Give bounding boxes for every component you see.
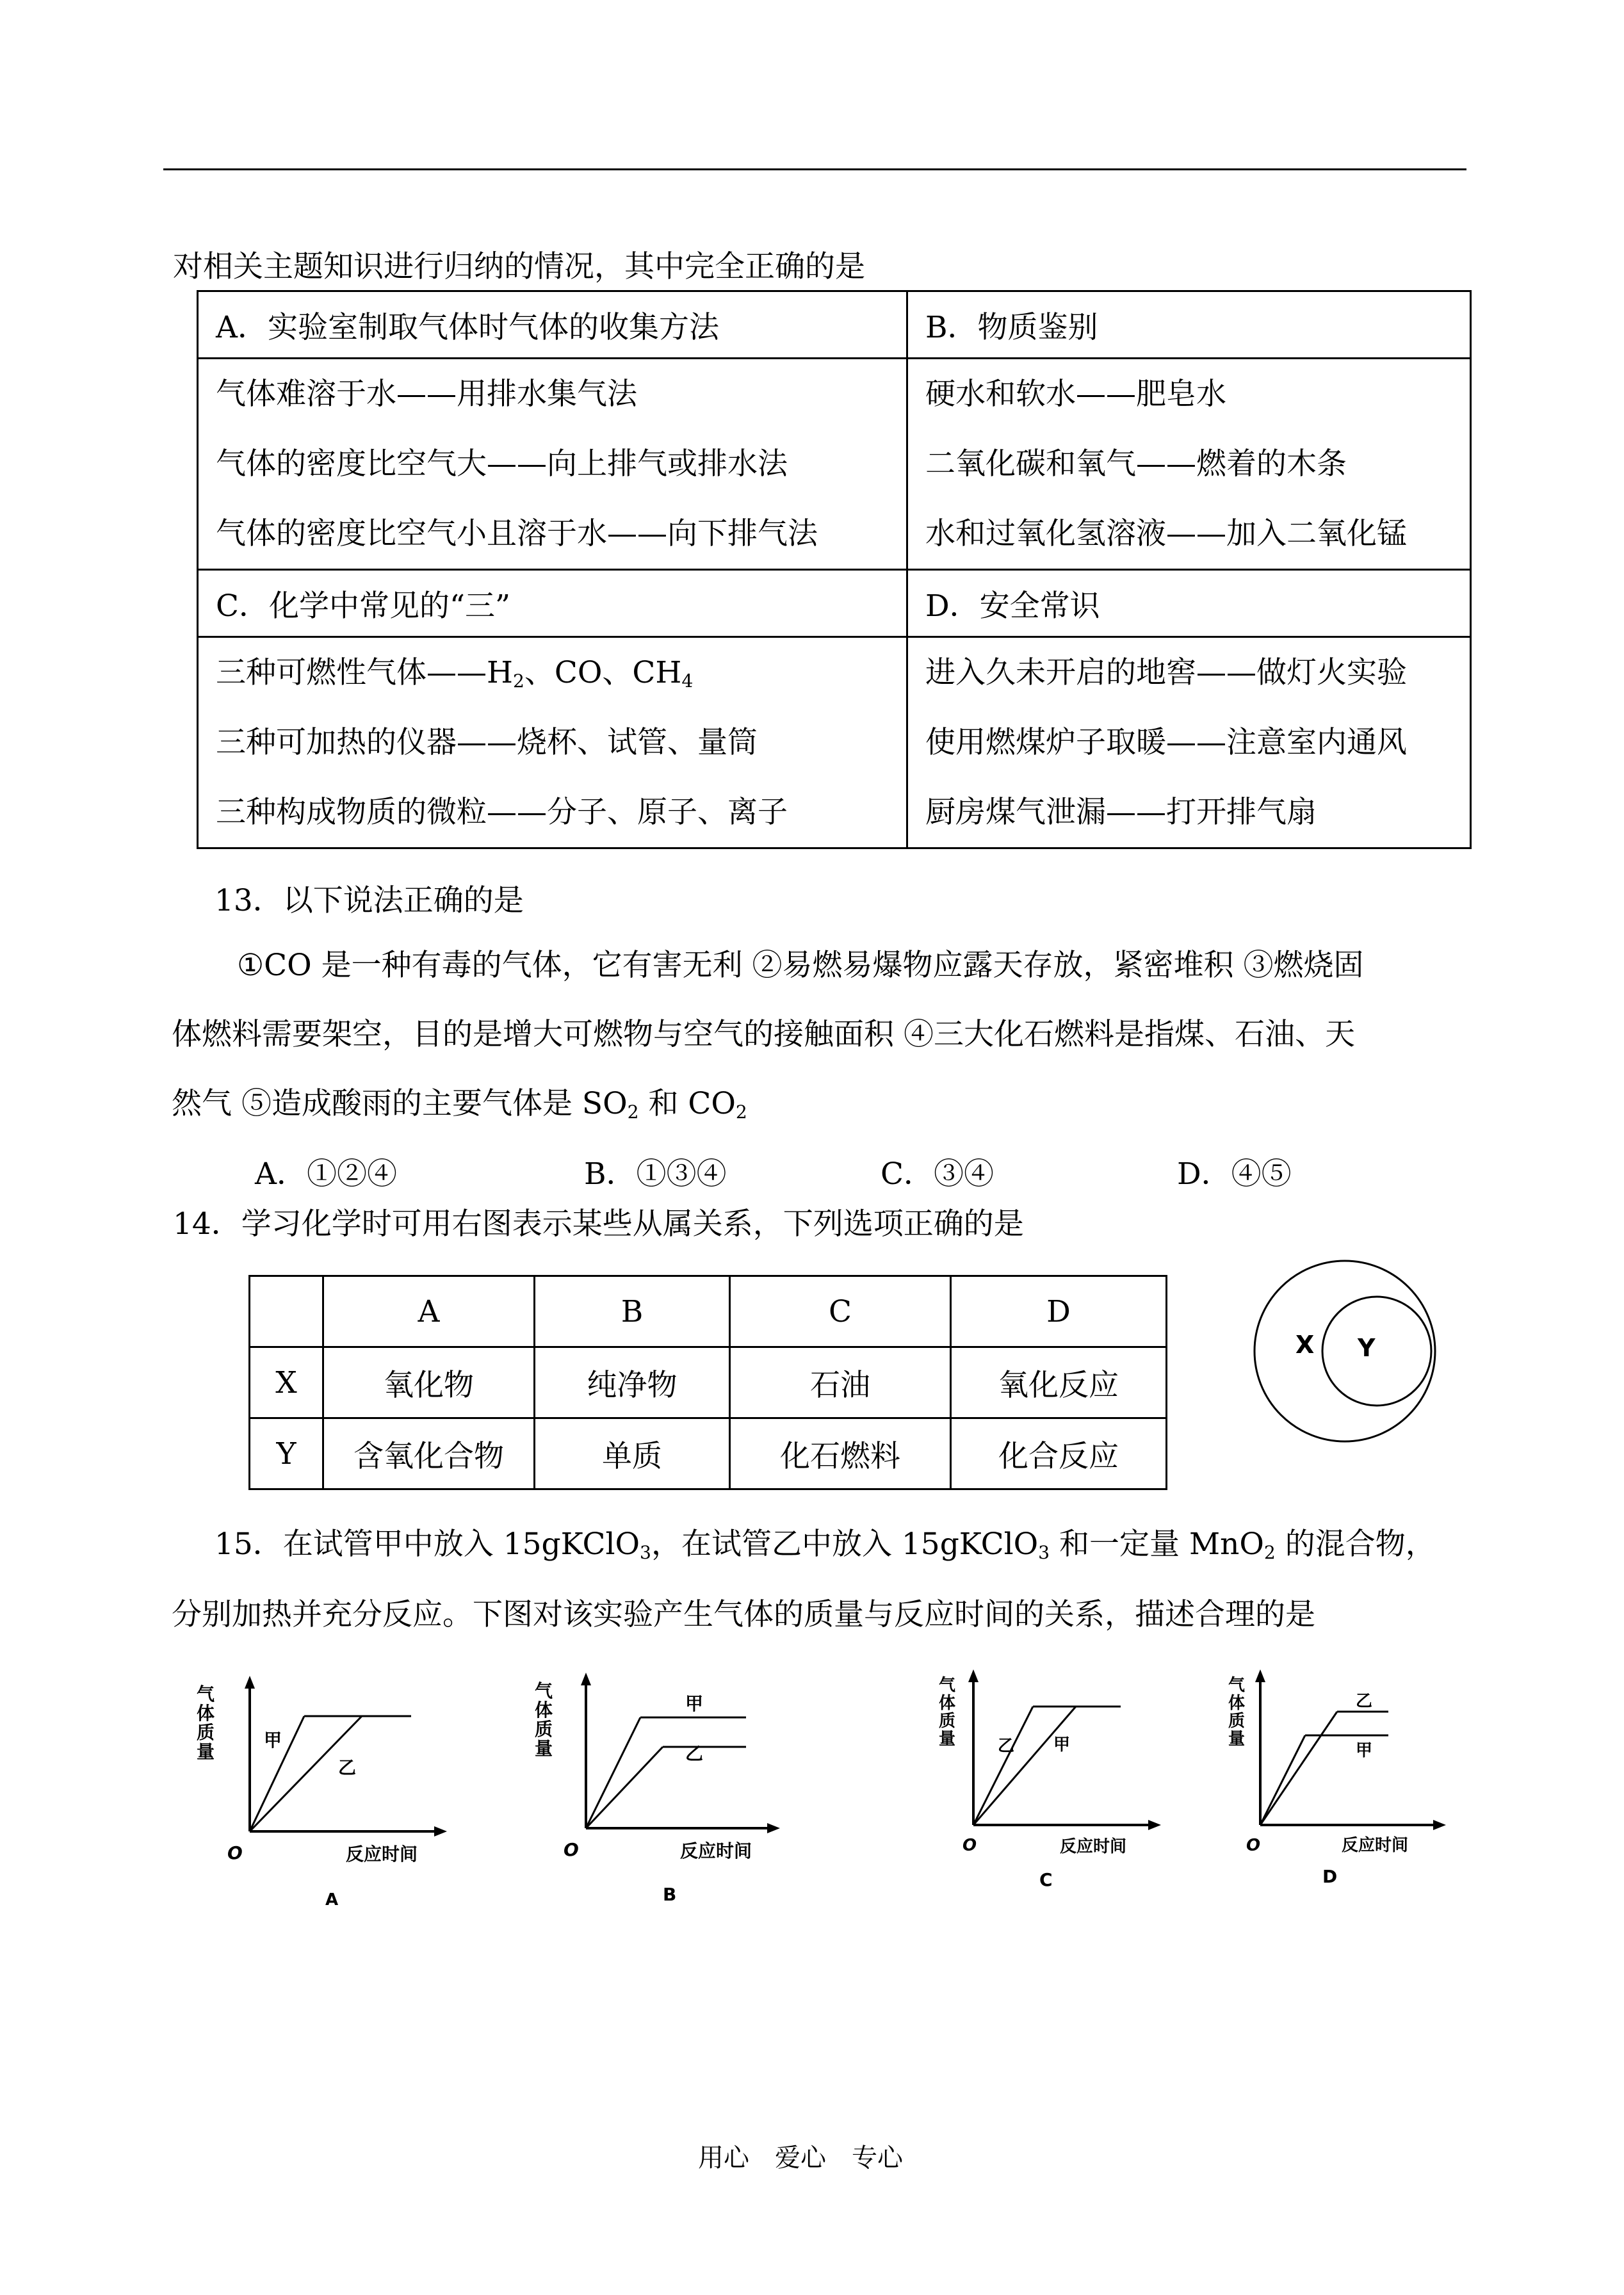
q12-cell-b-head: B．物质鉴别	[907, 291, 1471, 359]
diagram-label-x: X	[1295, 1331, 1315, 1359]
q14-x-cell: 纯净物	[535, 1347, 730, 1418]
y-axis-arrow	[581, 1673, 591, 1685]
q14-stem: 14．学习化学时可用右图表示某些从属关系，下列选项正确的是	[173, 1206, 1024, 1242]
q14-x-cell: 氧化物	[323, 1347, 535, 1418]
q15-line: 15．在试管甲中放入 15gKClO$_3$，在试管乙中放入 15gKClO$_3$ 和一定量 MnO$_2$ 的混合物，	[215, 1527, 1436, 1564]
ylabel-char: 质	[197, 1722, 215, 1743]
q12-cell-d-body	[907, 637, 1471, 848]
q12-c-line: 三种可燃性气体$——H_2$、CO、$CH_4$	[216, 655, 694, 692]
q12-table	[197, 290, 1472, 849]
q14-header-cell: D	[951, 1276, 1167, 1347]
q14-header-cell: C	[730, 1276, 951, 1347]
outer-circle	[1255, 1261, 1435, 1441]
q13-line: ①CO 是一种有毒的气体，它有害无利 ②易燃易爆物应露天存放，紧密堆积 ③燃烧固	[237, 948, 1364, 983]
q15-line: 分别加热并充分反应。下图对该实验产生气体的质量与反应时间的关系，描述合理的是	[172, 1597, 1315, 1632]
q14-y-cell: 化合反应	[951, 1418, 1167, 1489]
label-jia: 甲	[1356, 1741, 1373, 1760]
q13-option-c: C．③④	[881, 1156, 994, 1192]
graph-a	[192, 1675, 461, 1918]
label-jia: 甲	[264, 1730, 282, 1751]
q14-x-cell: 石油	[730, 1347, 951, 1418]
ylabel-char: 量	[1228, 1730, 1246, 1749]
origin-label: O	[1246, 1836, 1261, 1855]
q12-a-line: 气体的密度比空气大——向上排气或排水法	[216, 446, 788, 482]
q14-header-cell	[250, 1276, 323, 1347]
series-jia	[586, 1717, 640, 1828]
ylabel-char: 气	[1228, 1676, 1246, 1695]
q13-option-a: A．①②④	[255, 1156, 397, 1192]
graph-letter-d: D	[1322, 1866, 1338, 1887]
ylabel-char: 体	[197, 1703, 215, 1724]
q12-b-line: 二氧化碳和氧气——燃着的木条	[925, 446, 1347, 482]
graph-letter-c: C	[1039, 1869, 1053, 1890]
x-axis-arrow	[767, 1823, 780, 1833]
ylabel-char: 体	[535, 1699, 553, 1721]
q14-table	[248, 1275, 1167, 1490]
graph-c	[938, 1668, 1207, 1899]
q14-x-cell: 氧化反应	[951, 1347, 1167, 1418]
ylabel-char: 体	[1228, 1694, 1246, 1713]
q12-cell-c-body	[198, 637, 907, 848]
graph-letter-b: B	[663, 1884, 677, 1905]
q14-y-cell: 单质	[535, 1418, 730, 1489]
page-footer: 用心 爱心 专心	[698, 2143, 903, 2173]
xlabel: 反应时间	[680, 1840, 752, 1861]
y-axis-arrow	[245, 1676, 255, 1689]
xlabel: 反应时间	[346, 1844, 418, 1865]
q12-c-line: 三种构成物质的微粒——分子、原子、离子	[216, 795, 788, 830]
ylabel-char: 体	[939, 1694, 956, 1713]
q14-y-cell: Y	[250, 1418, 323, 1489]
x-axis-arrow	[434, 1826, 447, 1837]
q12-cell-b-body	[907, 359, 1471, 570]
y-axis-arrow	[1255, 1669, 1265, 1682]
q12-d-line: 厨房煤气泄漏——打开排气扇	[925, 795, 1317, 830]
q12-c-line: 三种可加热的仪器——烧杯、试管、量筒	[216, 725, 758, 760]
q12-cell-d-head: D．安全常识	[907, 570, 1471, 637]
q12-b-line: 硬水和软水——肥皂水	[925, 377, 1226, 412]
q12-cell-c-head: C．化学中常见的“三”	[198, 570, 907, 637]
ylabel-char: 量	[197, 1741, 215, 1762]
graph-b	[525, 1671, 794, 1915]
ylabel-char: 质	[535, 1719, 553, 1740]
x-axis-arrow	[1433, 1820, 1446, 1830]
graph-d	[1223, 1668, 1479, 1899]
series-jia	[1260, 1735, 1305, 1825]
origin-label: O	[962, 1836, 977, 1855]
label-yi: 乙	[338, 1757, 357, 1778]
q14-header-cell: B	[535, 1276, 730, 1347]
series-yi	[1260, 1712, 1337, 1825]
q12-cell-a-head: A．实验室制取气体时气体的收集方法	[198, 291, 907, 359]
label-jia: 甲	[685, 1693, 704, 1714]
intro-text: 对相关主题知识进行归纳的情况，其中完全正确的是	[173, 249, 865, 284]
header-rule	[163, 168, 1466, 170]
ylabel-char: 气	[535, 1680, 553, 1701]
ylabel-char: 气	[197, 1683, 215, 1705]
q13-option-d: D．④⑤	[1177, 1156, 1292, 1192]
label-jia: 甲	[1053, 1735, 1071, 1755]
x-axis-arrow	[1148, 1820, 1161, 1830]
y-axis-arrow	[968, 1669, 978, 1682]
q13-line: 体燃料需要架空，目的是增大可燃物与空气的接触面积 ④三大化石燃料是指煤、石油、天	[172, 1017, 1355, 1052]
origin-label: O	[227, 1842, 243, 1863]
inner-circle	[1322, 1297, 1431, 1406]
q12-d-line: 使用燃煤炉子取暖——注意室内通风	[925, 725, 1407, 760]
xlabel: 反应时间	[1060, 1837, 1127, 1856]
graph-letter-a: A	[325, 1890, 339, 1910]
ylabel-char: 量	[939, 1730, 956, 1749]
q14-y-cell: 含氧化合物	[323, 1418, 535, 1489]
ylabel-char: 质	[1228, 1712, 1246, 1731]
ylabel-char: 气	[939, 1676, 956, 1695]
q14-y-cell: 化石燃料	[730, 1418, 951, 1489]
q12-cell-a-body	[198, 359, 907, 570]
q14-header-cell: A	[323, 1276, 535, 1347]
ylabel-char: 质	[939, 1712, 956, 1731]
inclusion-diagram	[1249, 1255, 1441, 1447]
q12-b-line: 水和过氧化氢溶液——加入二氧化锰	[925, 516, 1407, 551]
q14-x-cell: X	[250, 1347, 323, 1418]
xlabel: 反应时间	[1342, 1836, 1409, 1855]
origin-label: O	[564, 1839, 579, 1860]
series-yi	[586, 1747, 663, 1828]
label-yi: 乙	[685, 1743, 704, 1764]
q12-d-line: 进入久未开启的地窖——做灯火实验	[925, 655, 1407, 690]
label-yi: 乙	[998, 1737, 1015, 1756]
q13-option-b: B．①③④	[584, 1156, 727, 1192]
q13-line: 然气 ⑤造成酸雨的主要气体是 $SO_2$ 和 $CO_2$	[172, 1086, 747, 1123]
q12-a-line: 气体难溶于水——用排水集气法	[216, 377, 637, 412]
label-yi: 乙	[1356, 1692, 1373, 1711]
q12-a-line: 气体的密度比空气小且溶于水——向下排气法	[216, 516, 818, 551]
ylabel-char: 量	[535, 1738, 553, 1759]
diagram-label-y: Y	[1358, 1334, 1376, 1362]
q13-stem: 13．以下说法正确的是	[215, 883, 524, 918]
